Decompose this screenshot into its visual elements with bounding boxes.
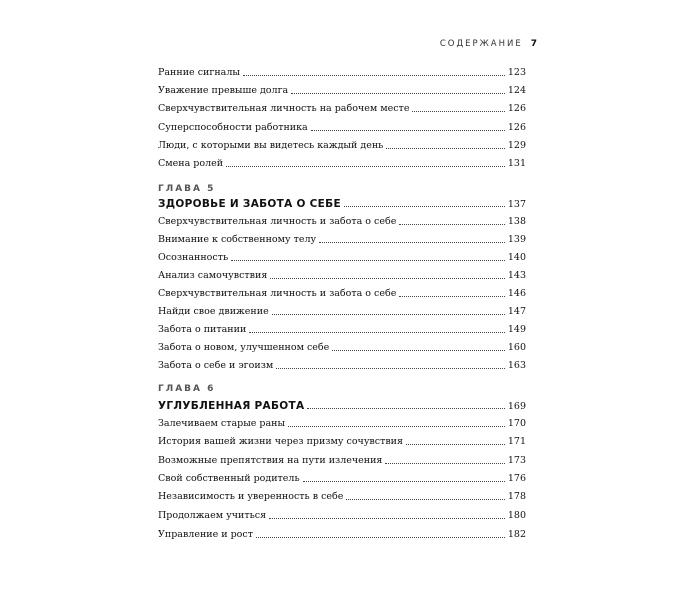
toc-entry-page: 147 — [507, 306, 526, 317]
toc-entry-title: Продолжаем учиться — [158, 510, 267, 521]
dot-leader — [249, 331, 505, 333]
toc-entry — [158, 453, 526, 467]
toc-entry-page: 143 — [507, 270, 526, 281]
toc-entry — [158, 434, 526, 448]
toc-entry-title: Забота о себе и эгоизм — [158, 360, 274, 371]
toc-entry-title: Залечиваем старые раны — [158, 418, 286, 429]
dot-leader — [303, 480, 505, 482]
toc-entry-page: 146 — [507, 288, 526, 299]
toc-entry-page: 140 — [507, 252, 526, 263]
toc-entry-page: 138 — [507, 216, 526, 227]
toc-entry — [158, 138, 526, 152]
toc-entry — [158, 489, 526, 503]
toc-entry-title: Возможные препятствия на пути излечения — [158, 455, 383, 466]
chapter-label: ГЛАВА 6 — [158, 384, 216, 394]
toc-entry-page: 182 — [507, 529, 526, 540]
dot-leader — [256, 536, 505, 538]
toc-entry-page: 170 — [507, 418, 526, 429]
dot-leader — [412, 110, 504, 112]
dot-leader — [399, 295, 505, 297]
toc-entry — [158, 322, 526, 336]
toc-entry-page: 126 — [507, 103, 526, 114]
toc-entry-page: 149 — [507, 324, 526, 335]
chapter-label: ГЛАВА 5 — [158, 184, 216, 194]
dot-leader — [291, 92, 505, 94]
toc-entry-title: Найди свое движение — [158, 306, 269, 317]
toc-entry-title: Сверхчувствительная личность и забота о себе — [158, 288, 397, 299]
toc-entry — [158, 508, 526, 522]
chapter-heading — [158, 194, 526, 210]
chapter-title: ЗДОРОВЬЕ И ЗАБОТА О СЕБЕ — [158, 198, 341, 210]
dot-leader — [231, 259, 505, 261]
toc-entry-page: 139 — [507, 234, 526, 245]
toc-entry — [158, 232, 526, 246]
dot-leader — [385, 462, 504, 464]
toc-entry-page: 163 — [507, 360, 526, 371]
toc-entry — [158, 250, 526, 264]
toc-entry — [158, 340, 526, 354]
toc-entry-page: 126 — [507, 122, 526, 133]
toc-entry-page: 131 — [507, 158, 526, 169]
toc-entry — [158, 120, 526, 134]
dot-leader — [346, 498, 504, 500]
toc-entry — [158, 358, 526, 372]
chapter-title: УГЛУБЛЕННАЯ РАБОТА — [158, 400, 305, 412]
dot-leader — [406, 443, 505, 445]
dot-leader — [226, 165, 505, 167]
toc-entry-page: 173 — [507, 455, 526, 466]
chapter-page: 137 — [507, 199, 526, 210]
dot-leader — [319, 241, 505, 243]
dot-leader — [386, 147, 505, 149]
toc-entry-title: Забота о питании — [158, 324, 247, 335]
toc-entry — [158, 214, 526, 228]
toc-entry — [158, 65, 526, 79]
toc-entry-title: Сверхчувствительная личность на рабочем месте — [158, 103, 410, 114]
toc-entry-page: 180 — [507, 510, 526, 521]
toc-entry-page: 129 — [507, 140, 526, 151]
toc-entry-title: Люди, с которыми вы видетесь каждый день — [158, 140, 384, 151]
toc-entry-page: 178 — [507, 491, 526, 502]
running-title: СОДЕРЖАНИЕ — [439, 39, 523, 49]
toc-entry — [158, 527, 526, 541]
toc-entry-title: Независимость и уверенность в себе — [158, 491, 344, 502]
toc-entry-title: Свой собственный родитель — [158, 473, 300, 484]
toc-entry-title: Суперспособности работника — [158, 122, 308, 133]
dot-leader — [311, 129, 505, 131]
chapter-heading — [158, 396, 526, 412]
toc-entry-title: Ранние сигналы — [158, 67, 240, 78]
dot-leader — [243, 74, 505, 76]
toc-entry-title: Управление и рост — [158, 529, 253, 540]
dot-leader — [288, 425, 505, 427]
dot-leader — [276, 367, 505, 369]
toc-entry-page: 160 — [507, 342, 526, 353]
toc-entry — [158, 286, 526, 300]
table-of-contents — [158, 0, 526, 600]
dot-leader — [399, 223, 505, 225]
toc-entry-title: Осознанность — [158, 252, 229, 263]
toc-entry — [158, 156, 526, 170]
toc-entry-title: Уважение превыше долга — [158, 85, 289, 96]
dot-leader — [272, 313, 505, 315]
toc-entry — [158, 471, 526, 485]
toc-entry-title: Сверхчувствительная личность и забота о себе — [158, 216, 397, 227]
dot-leader — [269, 517, 505, 519]
dot-leader — [270, 277, 505, 279]
toc-entry — [158, 304, 526, 318]
toc-entry — [158, 268, 526, 282]
toc-entry — [158, 416, 526, 430]
dot-leader — [307, 408, 504, 409]
toc-entry-title: Анализ самочувствия — [158, 270, 268, 281]
page-number: 7 — [530, 39, 537, 49]
toc-entry-title: Забота о новом, улучшенном себе — [158, 342, 330, 353]
dot-leader — [332, 349, 505, 351]
toc-entry — [158, 83, 526, 97]
toc-entry-page: 176 — [507, 473, 526, 484]
dot-leader — [344, 206, 505, 207]
toc-entry-page: 123 — [507, 67, 526, 78]
toc-entry-title: История вашей жизни через призму сочувствия — [158, 436, 404, 447]
toc-entry-page: 171 — [507, 436, 526, 447]
toc-entry-title: Смена ролей — [158, 158, 224, 169]
toc-entry-title: Внимание к собственному телу — [158, 234, 317, 245]
toc-entry-page: 124 — [507, 85, 526, 96]
chapter-page: 169 — [507, 401, 526, 412]
toc-entry — [158, 101, 526, 115]
